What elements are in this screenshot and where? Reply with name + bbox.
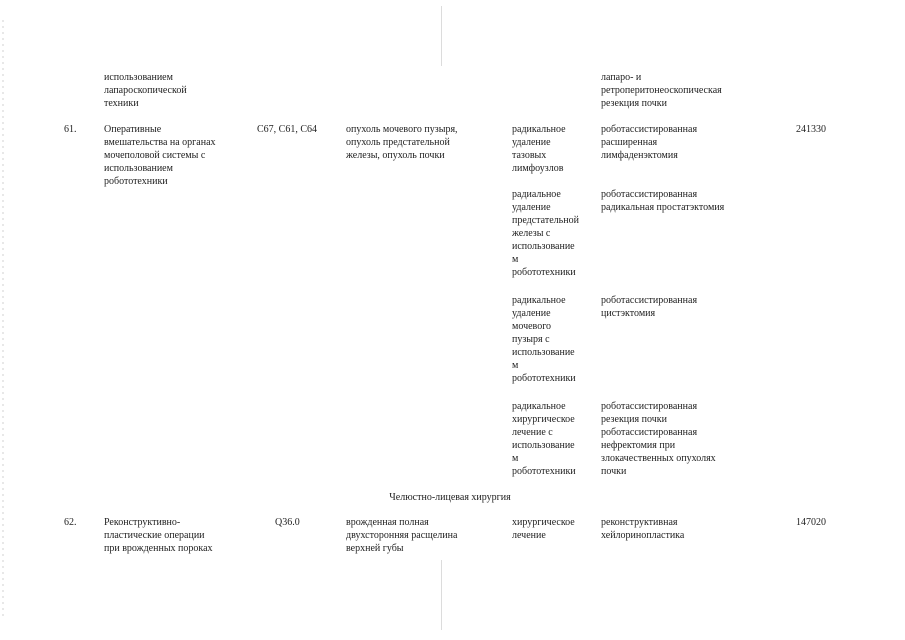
row-61-treatment-2: радиальное удаление предстательной железы с использование м робототехники	[512, 189, 579, 278]
row-61-method-3: роботассистированная цистэктомия	[601, 295, 698, 319]
fold-mark-bottom	[441, 560, 442, 630]
row-61-name: Оперативные вмешательства на органах мочеполовой системы с использованием робототехники	[104, 124, 216, 187]
row-62-cost: 147020	[796, 517, 826, 528]
row-62-codes: Q36.0	[275, 517, 300, 528]
row-61-treatment-1: радикальное удаление тазовых лимфоузлов	[512, 124, 566, 174]
row-61-cost: 241330	[796, 124, 826, 135]
row-61-method-1: роботассистированная расширенная лимфаденэктомия	[601, 124, 698, 161]
row-62-patient-model: врожденная полная двухсторонняя расщелина верхней губы	[346, 517, 458, 554]
row-61-treatment-3: радикальное удаление мочевого пузыря с использование м робототехники	[512, 295, 576, 384]
row-61-method-4: роботассистированная резекция почки роботассистированная нефректомия при злокачественных опухолях почки	[601, 401, 716, 477]
row-61-treatment-4: радикальное хирургическое лечение с использование м робототехники	[512, 401, 576, 477]
row-61-codes: C67, C61, C64	[257, 124, 318, 135]
scan-edge-artifact	[2, 20, 4, 620]
prev-row-name-continuation: использованием лапароскопической техники	[104, 72, 187, 109]
fold-mark-top	[441, 6, 442, 66]
row-62-method: реконструктивная хейлоринопластика	[601, 517, 685, 541]
row-62-treatment: хирургическое лечение	[512, 517, 575, 541]
row-61-patient-model: опухоль мочевого пузыря, опухоль предстательной железы, опухоль почки	[346, 124, 458, 161]
row-61-method-2: роботассистированная радикальная простатэктомия	[601, 189, 725, 213]
section-title: Челюстно-лицевая хирургия	[389, 492, 511, 503]
row-61-number: 61.	[64, 124, 77, 135]
row-62-name: Реконструктивно- пластические операции при врожденных пороках	[104, 517, 213, 554]
row-62-number: 62.	[64, 517, 77, 528]
prev-row-method-continuation: лапаро- и ретроперитонеоскопическая резекция почки	[601, 72, 722, 109]
